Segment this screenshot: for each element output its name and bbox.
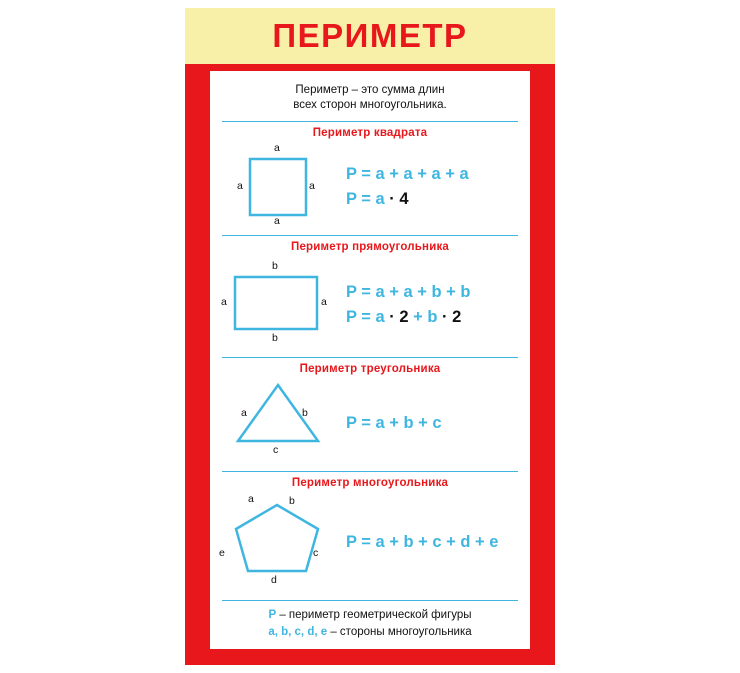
pentagon-label-b: b <box>289 495 295 507</box>
formula: P = a + b + c + d + e <box>346 532 499 551</box>
pentagon-label-a: a <box>248 493 254 505</box>
section-heading: Периметр треугольника <box>299 363 441 375</box>
pentagon-figure <box>210 491 340 593</box>
section-body <box>210 255 530 355</box>
divider <box>222 600 518 601</box>
section-rectangle <box>210 236 530 355</box>
legend-line-1 <box>210 607 530 624</box>
square-label-top: a <box>274 142 280 154</box>
page-title: ПЕРИМЕТР <box>272 17 468 54</box>
formula: P = a · 4 <box>346 190 409 208</box>
triangle-figure <box>210 377 340 469</box>
section-square <box>210 122 530 233</box>
square-label-bottom: a <box>274 215 280 227</box>
section-triangle <box>210 358 530 469</box>
intro-definition <box>210 71 530 119</box>
square-formulas <box>340 162 530 212</box>
formula: P = a + a + a + a <box>346 165 469 183</box>
legend-text-sides: – стороны многоугольника <box>327 626 472 638</box>
title-band <box>185 8 555 64</box>
legend <box>210 598 530 649</box>
rectangle-label-top: b <box>272 260 278 272</box>
formula: P = a + b + c <box>346 413 442 432</box>
rectangle-figure <box>210 255 340 355</box>
triangle-label-right: b <box>302 407 308 419</box>
section-heading: Периметр квадрата <box>312 127 428 139</box>
formula: P = a + a + b + b <box>346 283 471 301</box>
section-heading: Периметр прямоугольника <box>290 241 450 253</box>
square-label-left: a <box>237 180 243 192</box>
intro-line-2: всех сторон многоугольника. <box>293 99 447 111</box>
section-polygon <box>210 472 530 593</box>
square-figure <box>210 141 340 233</box>
pentagon-label-c: c <box>313 547 319 559</box>
pentagon-label-d: d <box>271 574 277 586</box>
rectangle-label-left: a <box>221 296 227 308</box>
triangle-label-left: a <box>241 407 247 419</box>
triangle-formulas <box>340 411 530 436</box>
square-label-right: a <box>309 180 315 192</box>
rectangle-label-bottom: b <box>272 332 278 344</box>
content-card <box>210 71 530 649</box>
section-body <box>210 491 530 593</box>
section-body <box>210 377 530 469</box>
legend-var-p: P <box>268 609 277 621</box>
poster-frame <box>185 8 555 665</box>
section-body <box>210 141 530 233</box>
rectangle-formulas <box>340 280 530 330</box>
legend-var-sides: a, b, c, d, e <box>268 626 328 638</box>
triangle-label-bottom: c <box>273 444 279 456</box>
pentagon-formulas <box>340 530 530 555</box>
formula: P = a · 2 + b · 2 <box>346 308 462 326</box>
legend-line-2 <box>210 624 530 641</box>
section-heading: Периметр многоугольника <box>291 477 449 489</box>
pentagon-label-e: e <box>219 547 225 559</box>
rectangle-label-right: a <box>321 296 327 308</box>
intro-line-1: Периметр – это сумма длин <box>295 84 445 96</box>
legend-text-p: – периметр геометрической фигуры <box>276 609 472 621</box>
